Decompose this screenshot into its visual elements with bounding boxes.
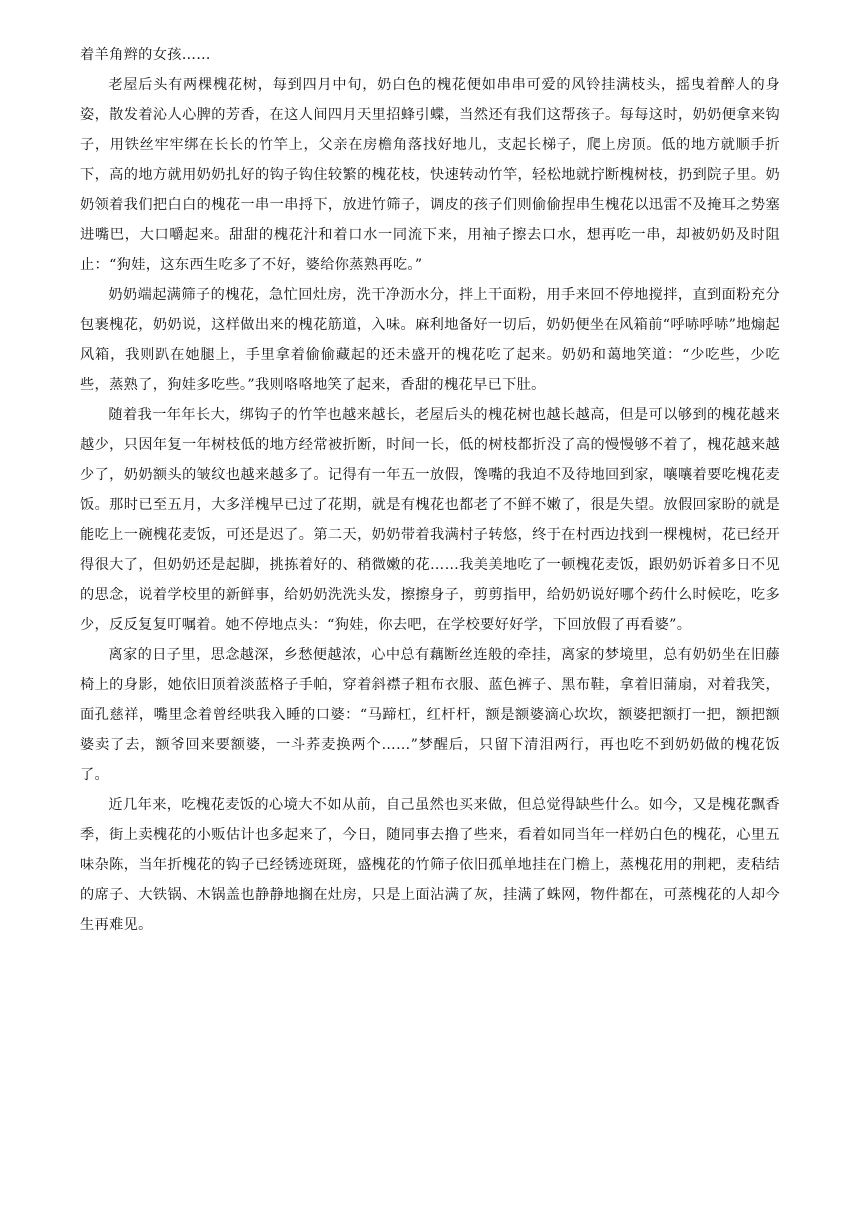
document-body: [80, 40, 780, 940]
paragraph-growing-up: 随着我一年年长大，绑钩子的竹竿也越来越长，老屋后头的槐花树也越长越高，但是可以够到的槐花越来越少，只因年复一年树枝低的地方经常被折断，时间一长，低的树枝都折没了高的慢慢够不着了，槐花越来越少了，奶奶额头的皱纹也越来越多了。记得有一年五一放假，馋嘴的我迫不及待地回到家，嚷嚷着要吃槐花麦饭。那时已至五月，大多洋槐早已过了花期，就是有槐花也都老了不鲜不嫩了，很是失望。放假回家盼的就是能吃上一碗槐花麦饭，可还是迟了。第二天，奶奶带着我满村子转悠，终于在村西边找到一棵槐树，花已经开得很大了，但奶奶还是起脚，挑拣着好的、稍微嫩的花……我美美地吃了一顿槐花麦饭，跟奶奶诉着多日不见的思念，说着学校里的新鲜事，给奶奶洗洗头发，擦擦身子，剪剪指甲，给奶奶说好哪个药什么时候吃，吃多少，反反复复叮嘱着。她不停地点头：“狗娃，你去吧，在学校要好好学，下回放假了再看婆”。: [80, 407, 780, 633]
paragraph-recent-years: 近几年来，吃槐花麦饭的心境大不如从前，自己虽然也买来做，但总觉得缺些什么。如今，又是槐花飘香季，街上卖槐花的小贩估计也多起来了，今日，随同事去撸了些来，看着如同当年一样奶白色的槐花，心里五味杂陈，当年折槐花的钩子已经锈迹斑斑，盛槐花的竹筛子依旧孤单地挂在门檐上，蒸槐花用的荆耙，麦秸结的席子、大铁锅、木锅盖也静静地搁在灶房，只是上面沾满了灰，挂满了蛛网，物件都在，可蒸槐花的人却今生再难见。: [80, 797, 780, 933]
paragraph-locust-trees: 老屋后头有两棵槐花树，每到四月中旬，奶白色的槐花便如串串可爱的风铃挂满枝头，摇曳着醉人的身姿，散发着沁人心脾的芳香，在这人间四月天里招蜂引蝶，当然还有我们这帮孩子。每每这时，奶奶便拿来钩子，用铁丝牢牢绑在长长的竹竿上，父亲在房檐角落找好地儿，支起长梯子，爬上房顶。低的地方就顺手折下，高的地方就用奶奶扎好的钩子钩住较繁的槐花枝，快速转动竹竿，轻松地就拧断槐树枝，扔到院子里。奶奶领着我们把白白的槐花一串一串捋下，放进竹筛子，调皮的孩子们则偷偷捏串生槐花以迅雷不及掩耳之势塞进嘴巴，大口嚼起来。甜甜的槐花汁和着口水一同流下来，用袖子擦去口水，想再吃一串，却被奶奶及时阻止：“狗娃，这东西生吃多了不好，婆给你蒸熟再吃。”: [80, 77, 780, 273]
paragraph-continuation: 着羊角辫的女孩……: [80, 47, 211, 63]
paragraph-homesick: 离家的日子里，思念越深，乡愁便越浓，心中总有藕断丝连般的牵挂，离家的梦境里，总有奶奶坐在旧藤椅上的身影，她依旧顶着淡蓝格子手帕，穿着斜襟子粗布衣服、蓝色裤子、黑布鞋，拿着旧蒲扇，对着我笑，面孔慈祥，嘴里念着曾经哄我入睡的口婆：“马蹄杠，红杆杆，额是额婆滴心坎坎，额婆把额打一把，额把额婆卖了去，额爷回来要额婆，一斗荞麦换两个……”梦醒后，只留下清泪两行，再也吃不到奶奶做的槐花饭了。: [80, 647, 780, 783]
paragraph-cooking: 奶奶端起满筛子的槐花，急忙回灶房，洗干净沥水分，拌上干面粉，用手来回不停地搅拌，直到面粉充分包裹槐花，奶奶说，这样做出来的槐花筋道，入味。麻利地备好一切后，奶奶便坐在风箱前“呼哧呼哧”地煽起风箱，我则趴在她腿上，手里拿着偷偷藏起的还未盛开的槐花吃了起来。奶奶和蔼地笑道：“少吃些，少吃些，蒸熟了，狗娃多吃些。”我则咯咯地笑了起来，香甜的槐花早已下肚。: [80, 287, 780, 393]
